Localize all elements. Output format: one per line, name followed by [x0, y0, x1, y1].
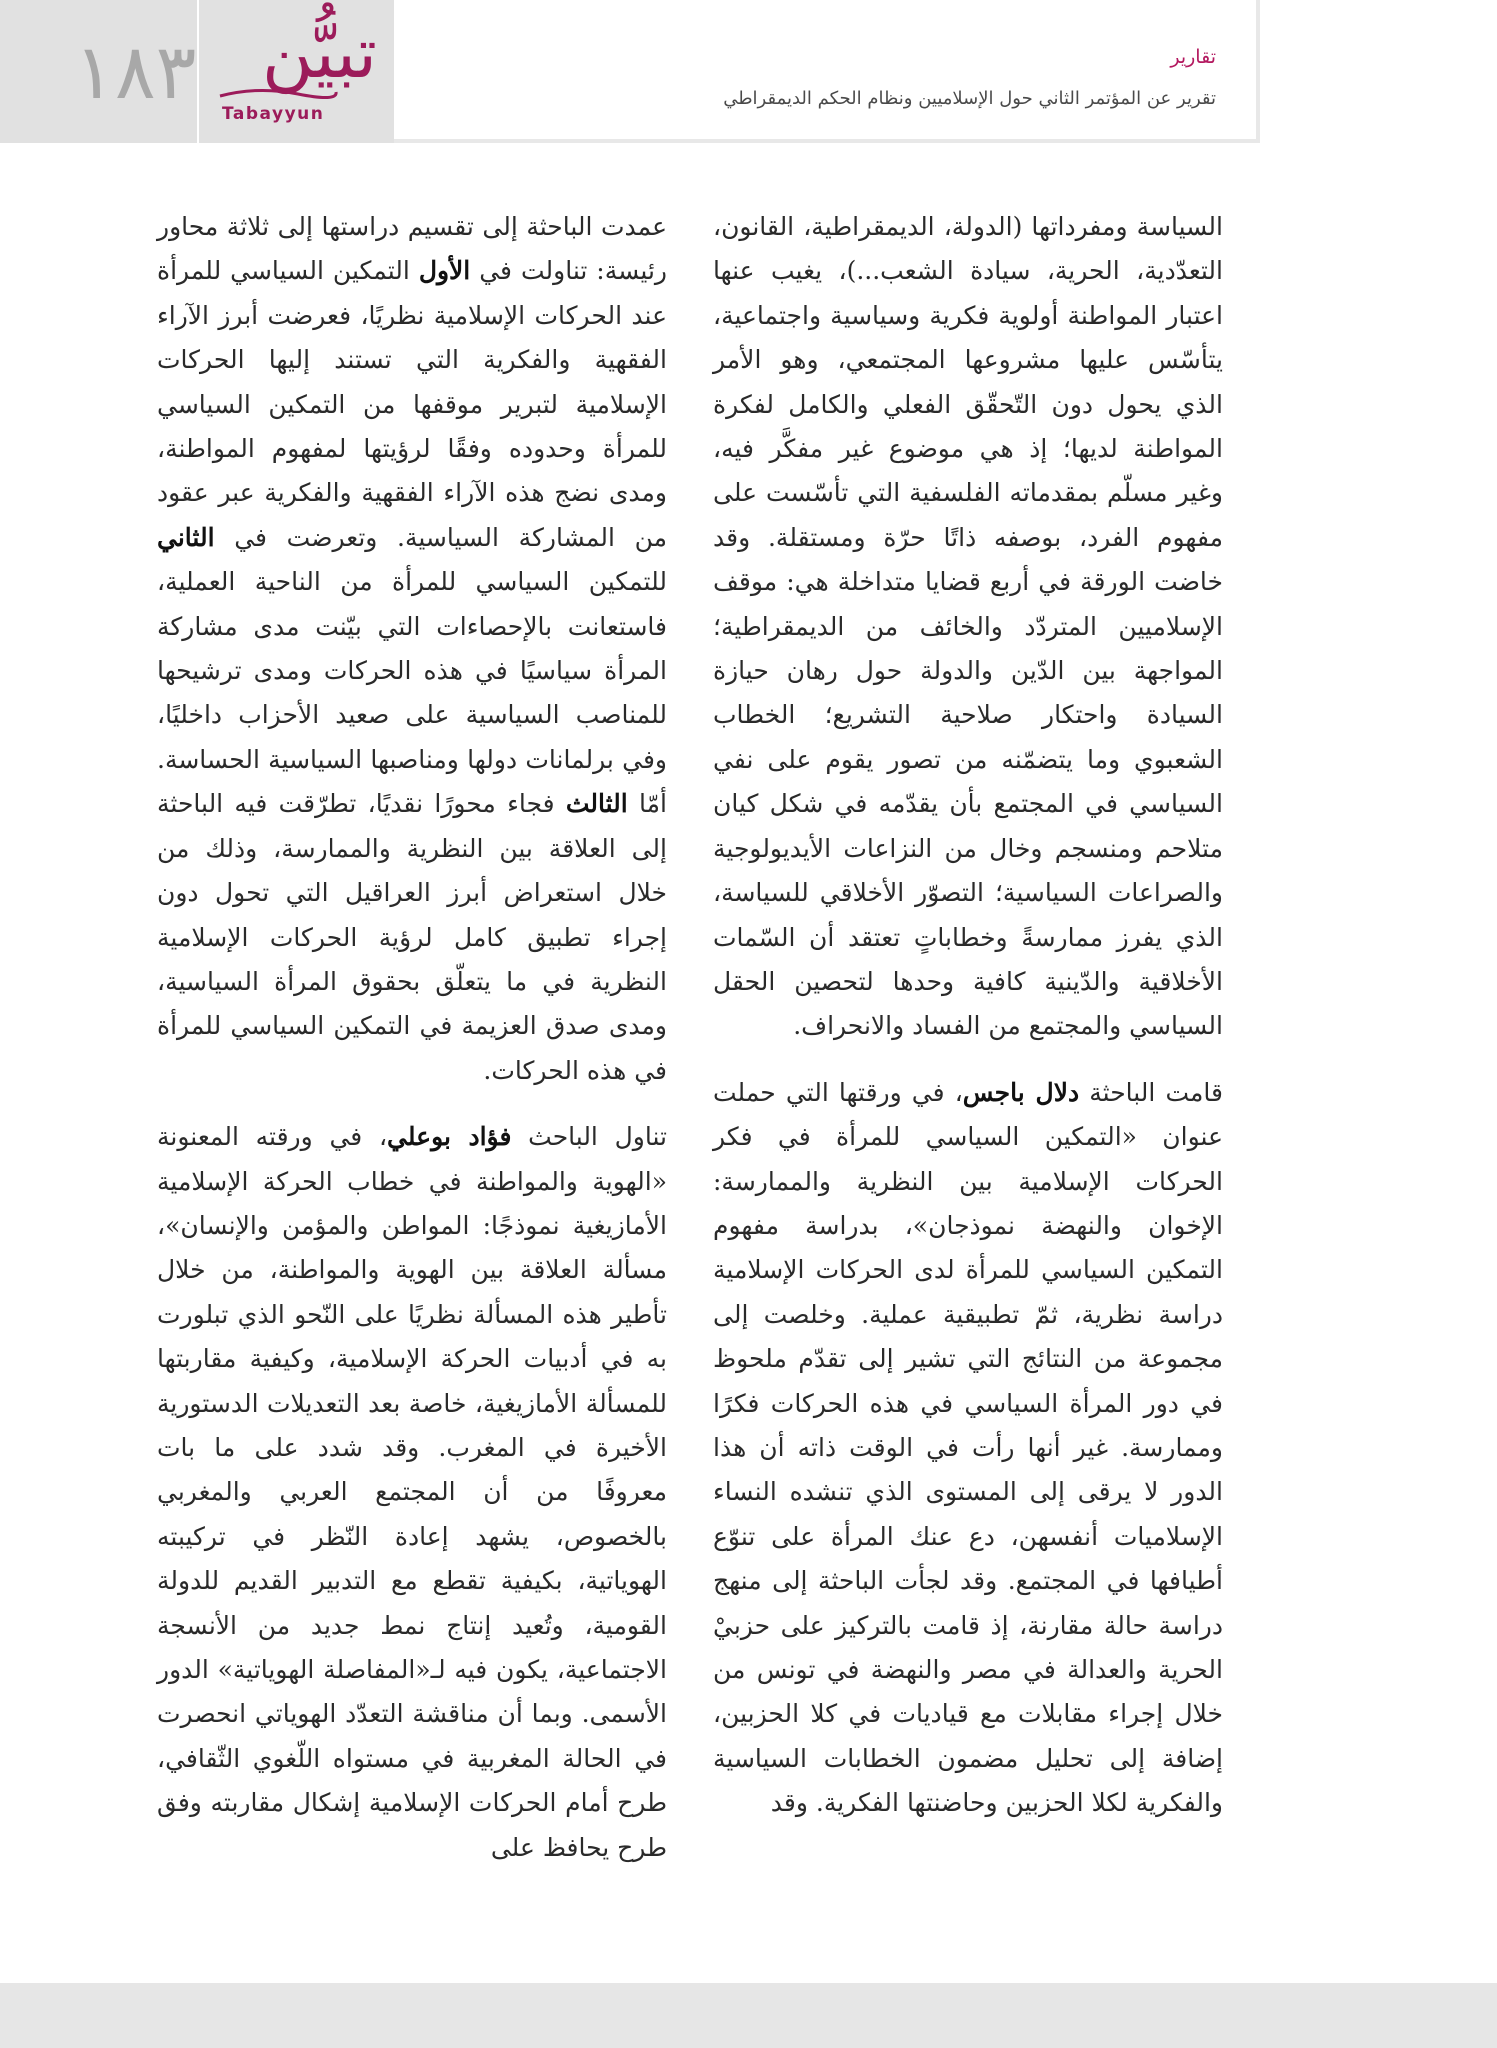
header-divider — [197, 0, 199, 143]
paragraph-lead: قامت الباحثة — [1079, 1077, 1223, 1107]
paragraph-text: التمكين السياسي للمرأة عند الحركات الإسلامية نظريًا، فعرضت أبرز الآراء الفقهية والفكرية التي تستند إليها الحركات الإسلامية لتبرير موقفها من التمكين السياسي للمرأة وحدوده وفقًا لرؤيتها لمفهوم المواطنة، ومدى نضج هذه الآراء الفقهية والفكرية عبر عقود من المشاركة السياسية. وتعرضت في — [157, 256, 667, 552]
logo-arabic: تبيُّن — [261, 12, 377, 94]
paragraph — [157, 1115, 667, 1870]
paragraph: السياسة ومفرداتها (الدولة، الديمقراطية، القانون، التعدّدية، الحرية، سيادة الشعب...)، يغيب عنها اعتبار المواطنة أولوية فكرية وسياسية واجتماعية، يتأسّس عليها مشروعها المجتمعي، وهو الأمر الذي يحول دون التّحقّق الفعلي والكامل لفكرة المواطنة لديها؛ إذ هي موضوع غير مفكَّر فيه، وغير مسلّم بمقدماته الفلسفية التي تأسّست على مفهوم الفرد، بوصفه ذاتًا حرّة ومستقلة. وقد خاضت الورقة في أربع قضايا متداخلة هي: موقف الإسلاميين المتردّد والخائف من الديمقراطية؛ المواجهة بين الدّين والدولة حول رهان حيازة السيادة واحتكار صلاحية التشريع؛ الخطاب الشعبوي وما يتضمّنه من تصور يقوم على نفي السياسي في المجتمع بأن يقدّمه في شكل كيان متلاحم ومنسجم وخال من النزاعات الأيديولوجية والصراعات السياسية؛ التصوّر الأخلاقي للسياسة، الذي يفرز ممارسةً وخطاباتٍ تعتقد أن السّمات الأخلاقية والدّينية كافية وحدها لتحصين الحقل السياسي والمجتمع من الفساد والانحراف. — [713, 212, 1223, 1041]
right-column — [713, 205, 1223, 1826]
paragraph-lead: تناول الباحث — [511, 1122, 667, 1152]
emphasis: الثالث — [565, 789, 628, 819]
emphasis: الأول — [418, 256, 471, 286]
paragraph-text: فجاء محورًا نقديًا، تطرّقت فيه الباحثة إلى العلاقة بين النظرية والممارسة، وذلك من خلال استعراض أبرز العراقيل التي تحول دون إجراء تطبيق كامل لرؤية الحركات الإسلامية النظرية في ما يتعلّق بحقوق المرأة السياسية، ومدى صدق العزيمة في التمكين السياسي للمرأة في هذه الحركات. — [157, 789, 667, 1085]
section-label: تقارير — [1170, 46, 1216, 68]
paragraph-text: ، في ورقتها التي حملت عنوان «التمكين السياسي للمرأة في فكر الحركات الإسلامية بين النظرية والممارسة: الإخوان والنهضة نموذجان»، بدراسة مفهوم التمكين السياسي للمرأة لدى الحركات الإسلامية دراسة نظرية، ثمّ تطبيقية عملية. وخلصت إلى مجموعة من النتائج التي تشير إلى تقدّم ملحوظ في دور المرأة السياسي في هذه الحركات فكرًا وممارسة. غير أنها رأت في الوقت ذاته أن هذا الدور لا يرقى إلى المستوى الذي تنشده النساء الإسلاميات أنفسهن، دع عنك المرأة على تنوّع أطيافها في المجتمع. وقد لجأت الباحثة إلى منهج دراسة حالة مقارنة، إذ قامت بالتركيز على حزبيْ الحرية والعدالة في مصر والنهضة في تونس من خلال إجراء مقابلات مع قياديات في كلا الحزبين، إضافة إلى تحليل مضمون الخطابات السياسية والفكرية لكلا الحزبين وحاضنتها الفكرية. وقد — [713, 1077, 1223, 1818]
report-title: تقرير عن المؤتمر الثاني حول الإسلاميين ونظام الحكم الديمقراطي — [723, 88, 1216, 109]
paragraph-text: ، في ورقته المعنونة «الهوية والمواطنة في خطاب الحركة الإسلامية الأمازيغية نموذجًا: المواطن والمؤمن والإنسان»، مسألة العلاقة بين الهوية والمواطنة، من خلال تأطير هذه المسألة نظريًا على النّحو الذي تبلورت به في أدبيات الحركة الإسلامية، وكيفية مقاربتها للمسألة الأمازيغية، خاصة بعد التعديلات الدستورية الأخيرة في المغرب. وقد شدد على ما بات معروفًا من أن المجتمع العربي والمغربي بالخصوص، يشهد إعادة النّظر في تركيبته الهوياتية، بكيفية تقطع مع التدبير القديم للدولة القومية، وتُعيد إنتاج نمط جديد من الأنسجة الاجتماعية، يكون فيه لـ«المفاصلة الهوياتية» الدور الأسمى. وبما أن مناقشة التعدّد الهوياتي انحصرت في الحالة المغربية في مستواه اللّغوي الثّقافي، طرح أمام الحركات الإسلامية إشكال مقاربته وفق طرح يحافظ على — [157, 1122, 667, 1862]
emphasis: الثاني — [157, 522, 215, 552]
paragraph — [713, 1071, 1223, 1826]
researcher-name: دلال باجس — [962, 1077, 1080, 1107]
header-band — [0, 0, 394, 143]
footer-band — [0, 1983, 1497, 2048]
logo-english: Tabayyun — [222, 104, 325, 124]
tabayyun-logo — [212, 12, 387, 136]
left-column — [157, 205, 667, 1870]
researcher-name: فؤاد بوعلي — [387, 1122, 512, 1152]
page-number: ١٨٣ — [74, 27, 197, 116]
paragraph-text: عمدت الباحثة إلى تقسيم دراستها إلى ثلاثة محاور رئيسة: تناولت في — [157, 212, 667, 286]
paragraph-text: للتمكين السياسي للمرأة من الناحية العملية، فاستعانت بالإحصاءات التي بيّنت مدى مشاركة المرأة سياسيًا في هذه الحركات ومدى ترشيحها للمناصب السياسية على صعيد الأحزاب داخليًا، وفي برلمانات دولها ومناصبها السياسية الحساسة. أمّا — [157, 567, 667, 819]
logo-swash-icon — [218, 84, 338, 104]
header-titles — [394, 0, 1260, 143]
paragraph — [157, 205, 667, 1093]
